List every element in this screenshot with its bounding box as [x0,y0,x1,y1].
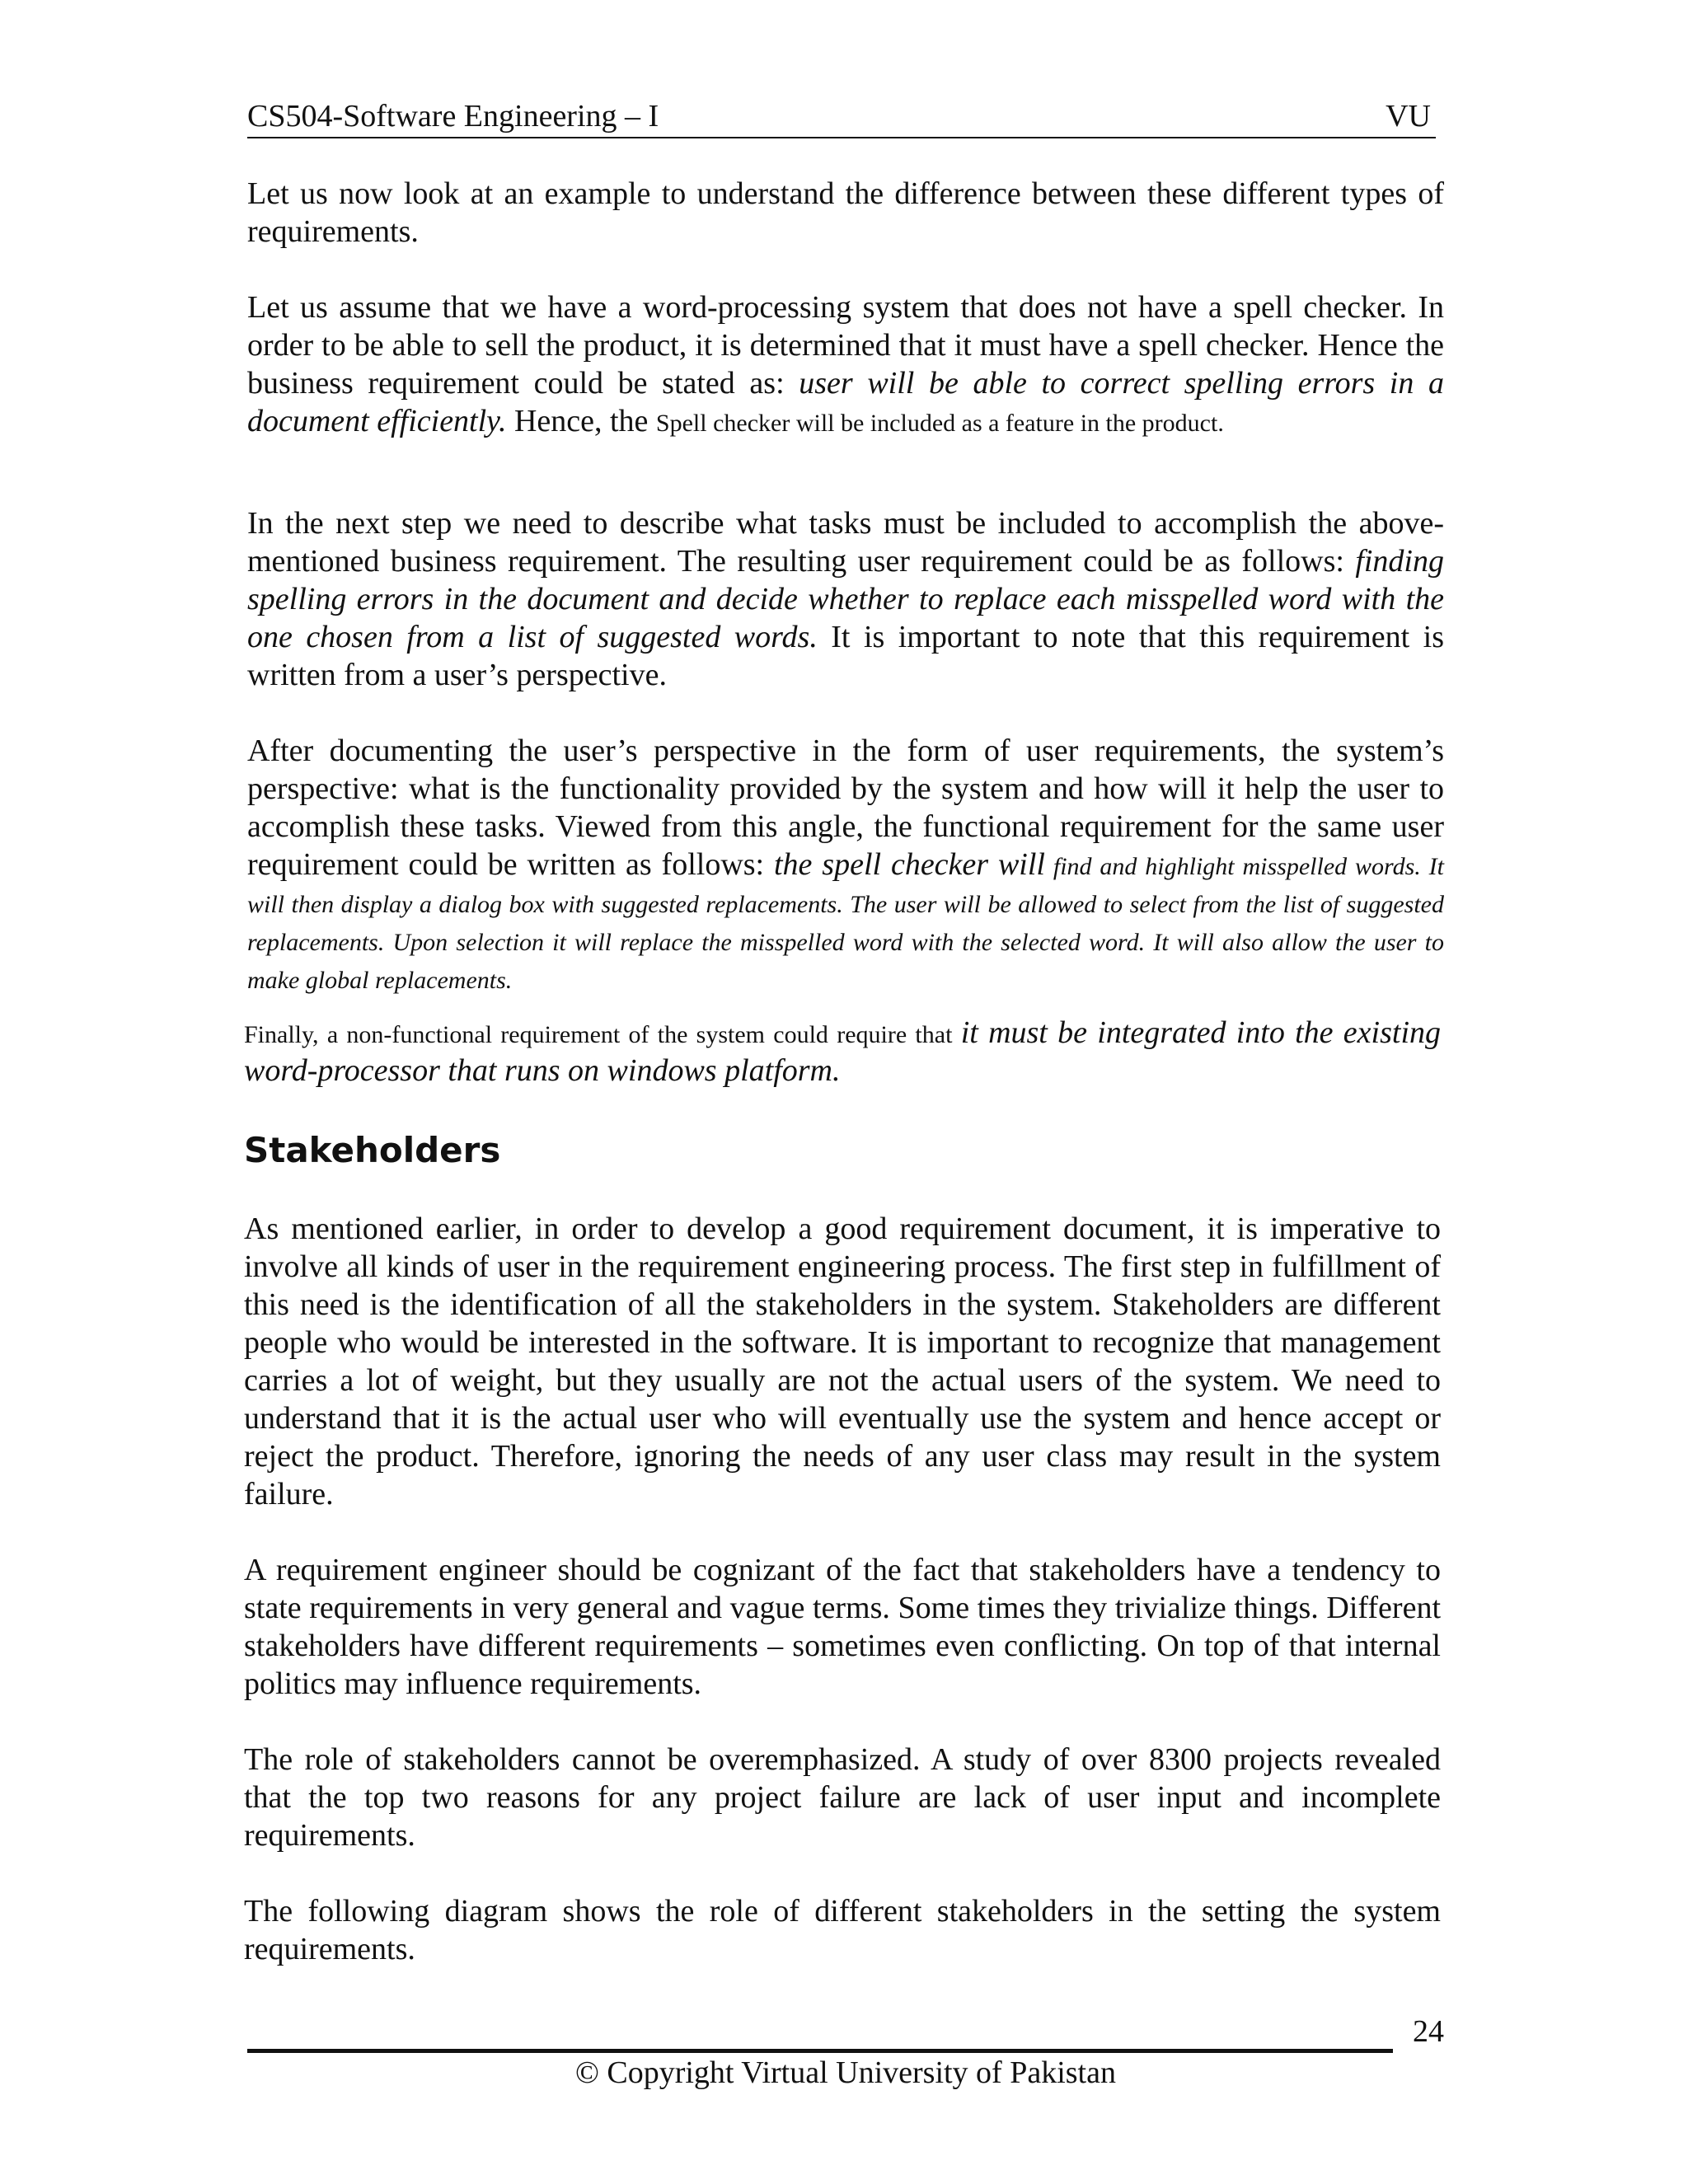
paragraph-text: Hence, the [506,404,656,438]
course-title: CS504-Software Engineering – I [247,99,659,134]
paragraph-functional-requirement [247,732,1444,997]
paragraph-stakeholder-role: The role of stakeholders cannot be overemphasized. A study of over 8300 projects revealed that the top two reasons for any project failure are lack of user input and incomplete requirements. [244,1742,1441,1853]
section-heading: Stakeholders [244,1130,501,1170]
feature-note: Spell checker will be included as a feature in the product. [655,410,1224,437]
paragraph-text: In the next step we need to describe what tasks must be included to accomplish the above-mentioned business requirement. The resulting user requirement could be as follows: [247,506,1444,579]
paragraph-user-requirement [247,504,1444,694]
paragraph-text: Finally, a non-functional requirement of the system could require that [244,1021,961,1048]
page-number: 24 [1413,2014,1444,2049]
paragraph-non-functional-requirement [244,1014,1441,1090]
functional-requirement-detail: find and highlight misspelled words. It will then display a dialog box with suggested replacements. The user will be allowed to select from the list of suggested replacements. Upon selection it will replace the misspelled word with the selected word. It will also allow the user to make global replacements. [247,853,1444,994]
non-functional-requirement-italic: it must be integrated into the existing word-processor that runs on windows platform. [244,1015,1441,1088]
user-requirement-italic: finding spelling errors in the document and decide whether to replace each misspelled word with the one chosen from a list of suggested words. [247,544,1444,654]
paragraph-diagram-intro: The following diagram shows the role of different stakeholders in the setting the system requirements. [244,1894,1441,1966]
paragraph-intro: Let us now look at an example to understand the difference between these different types of requirements. [247,176,1444,249]
business-requirement-italic: user will be able to correct spelling errors in a document efficiently. [247,366,1444,438]
paragraph-stakeholders-intro: As mentioned earlier, in order to develop a good requirement document, it is imperative to involve all kinds of user in the requirement engineering process. The first step in fulfillment of this need is the identification of all the stakeholders in the system. Stakeholders are different people who would be interested in the software. It is important to recognize that management carries a lot of weight, but they usually are not the actual users of the system. We need to understand that it is the actual user who will eventually use the system and hence accept or reject the product. Therefore, ignoring the needs of any user class may result in the system failure. [244,1212,1441,1511]
functional-requirement-italic: the spell checker will [774,847,1045,882]
paragraph-engineer-cognizant: A requirement engineer should be cognizant of the fact that stakeholders have a tendency to state requirements in very general and vague terms. Some times they trivialize things. Different stakeholders have different requirements – sometimes even conflicting. On top of that internal politics may influence requirements. [244,1553,1441,1701]
institution-abbrev: VU [1386,99,1431,134]
copyright-notice: © Copyright Virtual University of Pakistan [574,2055,1116,2090]
footer-divider [247,2049,1393,2053]
paragraph-text: Let us assume that we have a word-processing system that does not have a spell checker. In order to be able to sell the product, it is determined that it must have a spell checker. Hence the business requirement could be stated as: [247,290,1444,401]
page-header [247,97,1436,138]
paragraph-business-requirement [247,288,1444,440]
paragraph-text: After documenting the user’s perspective in the form of user requirements, the system’s perspective: what is the functionality provided by the system and how will it help the user to accomplish these tasks. Viewed from this angle, the functional requirement for the same user requirement could be written as follows: [247,733,1444,882]
paragraph-text: It is important to note that this requirement is written from a user’s perspective. [247,620,1444,692]
